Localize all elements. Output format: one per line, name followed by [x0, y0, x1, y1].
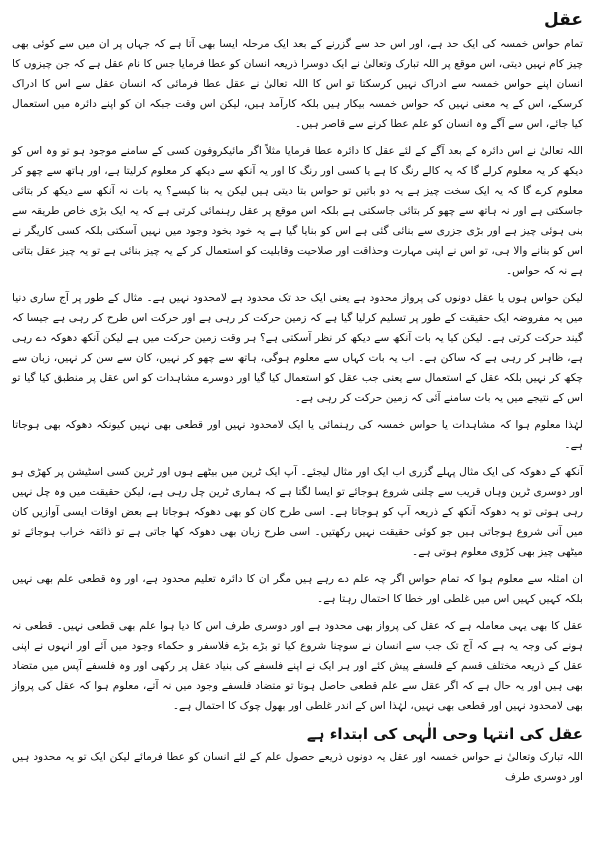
paragraph: ان امثلہ سے معلوم ہوا کہ تمام حواس اگر چہ علم دے رہے ہیں مگر ان کا دائرہ تعلیم محدود ہے، اور وہ قطعی علم بھی نہیں بلکہ کہیں کہیں اس میں غلطی اور خطا کا احتمال رہتا ہے۔: [12, 573, 583, 605]
closing-paragraph: اللہ تبارک وتعالیٰ نے حواس خمسہ اور عقل یہ دونوں ذریعے حصول علم کے لئے انسان کو عطا فرمائے لیکن ایک تو یہ محدود ہیں اور دوسری طرف: [12, 751, 583, 783]
document-title: عقل: [543, 10, 583, 30]
paragraph: اللہ تعالیٰ نے اس دائرہ کے بعد آگے کے لئے عقل کا دائرہ عطا فرمایا مثلاً اگر مائیکروفون کسی کے سامنے موجود ہو تو وہ اس کو دیکھ کر یہ معلوم کرلے گا کہ یہ کالے رنگ کا ہے یا کسی اور رنگ کا اور یہ آنکھ سے دیکھ کر معلوم کرلیتا ہے، اور ہاتھ سے چھو کر معلوم کرے گا کہ یہ ایک سخت چیز ہے یہ دو باتیں تو حواس بتا دیتی ہیں لیکن یہ بنا کیسے؟ یہ بات نہ آنکھ سے دیکھ کر بتائی جاسکتی ہے اور نہ ہاتھ سے چھو کر بتائی جاسکتی ہے بلکہ اس موقع پر عقل رہنمائی کرتی ہے کہ یہ ایک بڑی خاص طریقہ سے بنی ہوئی چیز ہے اور بڑی جزری سے بنائی گئی ہے اس کو بنایا گیا ہے یہ خود بخود وجود میں نہیں آسکتی بلکہ کسی کاریگر نے اس کو بنانے والا ہی، تو اس نے اپنی مہارت وحذاقت اور صلاحیت وقابلیت کو استعمال کر کے یہ چیز بنائی ہے تو یہ چیز عقل بتاتی ہے نہ کہ حواس۔: [12, 145, 583, 277]
paragraph: تمام حواس خمسہ کی ایک حد ہے، اور اس حد سے گزرنے کے بعد ایک مرحلہ ایسا بھی آتا ہے کہ جہاں پر ان میں سے کوئی بھی چیز کام نہیں دیتی، اس موقع پر اللہ تبارک وتعالیٰ نے ایک دوسرا ذریعہ انسان کو عطا فرمایا جس کا نام عقل ہے کہ جن چیزوں کا انسان اپنے حواس خمسہ سے ادراک نہیں کرسکتا تو اس کا اللہ تعالیٰ نے عقل عطا فرمائی کہ انسان عقل سے اس کا ادراک کرسکے، اس کے یہ معنی نہیں کہ حواس خمسہ بیکار ہیں بلکہ کارآمد ہیں، لیکن اس وقت جبکہ ان کو اپنے دائرہ میں استعمال کیا جائے، اس سے آگے وہ انسان کو علم عطا کرنے سے قاصر ہیں۔: [12, 38, 583, 130]
section-heading: عقل کی انتہا وحی الٰہی کی ابتداء ہے: [306, 725, 583, 743]
paragraph: آنکھ کے دھوکہ کی ایک مثال پہلے گزری اب ایک اور مثال لیجئے۔ آپ ایک ٹرین میں بیٹھے ہوں اور ٹرین کسی اسٹیشن پر کھڑی ہو اور دوسری ٹرین وہاں قریب سے چلنی شروع ہوجائے تو ایسا لگتا ہے کہ ہماری ٹرین چل رہی ہے، لیکن حقیقت میں وہ چل نہیں رہی ہوتی تو یہ دھوکہ آنکھ کے ذریعہ آپ کو ہوجاتا ہے۔ اسی طرح کان کو بھی دھوکہ ہوجاتا ہے بعض اوقات ایسی آوازیں کان میں آنی شروع ہوجاتی ہیں جو کوئی حقیقت نہیں رکھتیں۔ اسی طرح زبان بھی دھوکہ کھا جاتی ہے تو ذائقہ خراب ہوجائے تو میٹھی چیز بھی کڑوی معلوم ہوتی ہے۔: [12, 466, 583, 558]
paragraph: لہٰذا معلوم ہوا کہ مشاہدات یا حواس خمسہ کی رہنمائی یا ایک لامحدود نہیں اور قطعی بھی نہیں کیونکہ دھوکہ بھی ہوجاتا ہے۔: [12, 419, 583, 451]
paragraph: لیکن حواس ہوں یا عقل دونوں کی پرواز محدود ہے یعنی ایک حد تک محدود ہے لامحدود نہیں ہے۔ مثال کے طور پر آج ساری دنیا میں یہ مفروضہ ایک حقیقت کے طور پر تسلیم کرلیا گیا ہے کہ زمین حرکت کر رہی ہے اور حرکت اس طرح کر رہی ہے جیسا کہ گیند حرکت کرتی ہے۔ لیکن کیا یہ بات آنکھ سے دیکھ کر نظر آسکتی ہے؟ ہر وقت زمین حرکت میں ہے لیکن آنکھ دھوکہ دے رہی ہے، ظاہر کر رہی ہے کہ ساکن ہے۔ اب یہ بات کہاں سے معلوم ہوگی، ہاتھ سے چھو کر نہیں، کان سے سن کر نہیں، زبان سے چکھ کر نہیں بلکہ عقل کے استعمال سے یعنی جب عقل کو استعمال کیا گیا اور دوسرے مشاہدات کو اس عقل پر منطبق کیا گیا تو اس کے نتیجے میں یہ بات سامنے آئی کہ زمین حرکت کر رہی ہے۔: [12, 292, 583, 404]
paragraph: عقل کا بھی یہی معاملہ ہے کہ عقل کی پرواز بھی محدود ہے اور دوسری طرف اس کا دیا ہوا علم بھی قطعی نہیں۔ قطعی نہ ہونے کی وجہ یہ ہے کہ آج تک جب سے انسان نے سوچنا شروع کیا تو بڑے بڑے فلاسفر و حکماء وجود میں آئے اور انہوں نے اپنی عقل کے ذریعہ مختلف قسم کے فلسفے پیش کئے اور ہر ایک نے اپنے فلسفے کی بنیاد عقل پر رکھی اور وہ فلسفے آپس میں متضاد بھی ہیں اور یہ حال ہے کہ اگر عقل سے علم قطعی حاصل ہوتا تو متضاد فلسفے وجود میں نہ آتے، معلوم ہوا کہ عقل کی پرواز بھی لامحدود نہیں اور قطعی بھی نہیں، لہٰذا اس کے اندر غلطی اور بھول چوک کا احتمال ہے۔: [12, 620, 583, 712]
